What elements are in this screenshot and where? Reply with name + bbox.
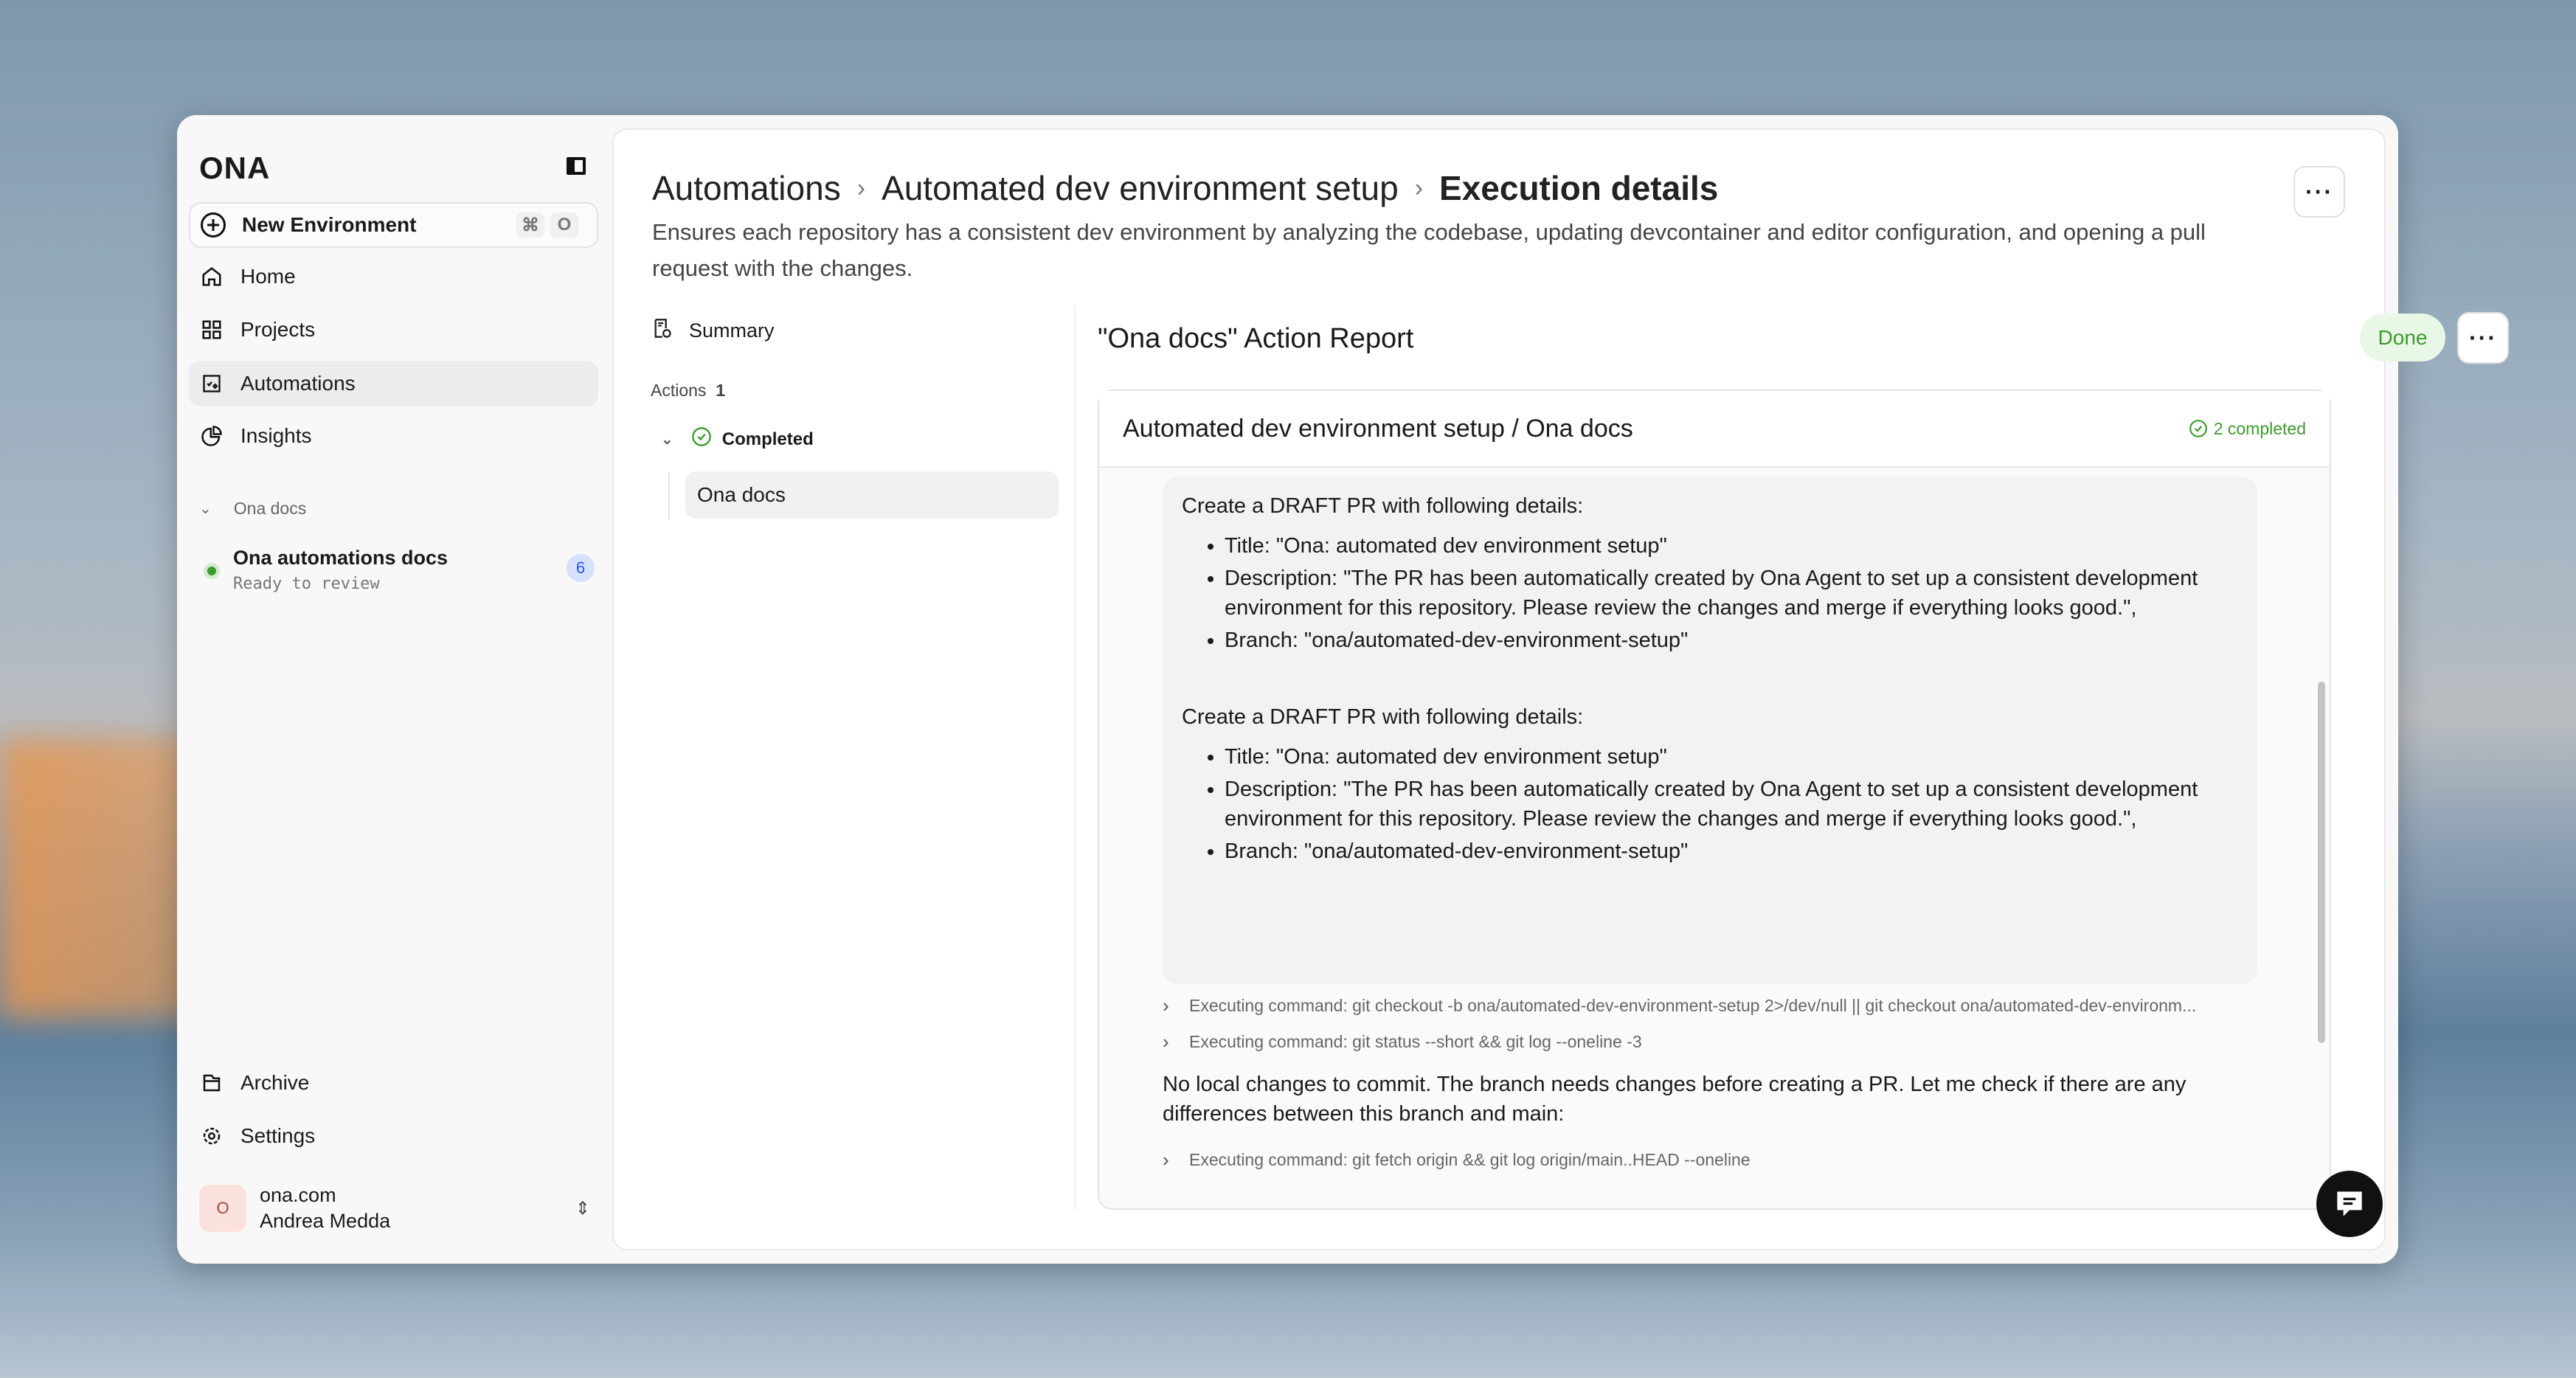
pr-intro: Create a DRAFT PR with following details:	[1182, 494, 1584, 518]
plus-circle-icon	[201, 212, 226, 238]
completed-group[interactable]	[661, 426, 814, 452]
page-more-button[interactable]: ···	[2293, 166, 2345, 218]
shortcut-key: O	[550, 212, 578, 238]
chevron-updown-icon: ⇕	[575, 1198, 590, 1219]
new-environment-button[interactable]	[189, 202, 598, 248]
pie-chart-icon	[199, 423, 224, 449]
sidebar-item-label: Automations	[240, 372, 356, 395]
completed-count	[2189, 419, 2306, 439]
gear-icon	[199, 1123, 224, 1149]
chat-icon	[2331, 1185, 2368, 1222]
chevron-right-icon: ›	[1414, 173, 1424, 202]
sidebar-item-insights[interactable]	[189, 413, 598, 459]
breadcrumb-automations[interactable]: Automations	[652, 169, 841, 207]
chevron-right-icon: ›	[1163, 994, 1169, 1017]
sidebar-item-label: Archive	[240, 1071, 310, 1094]
exec-command-text: Executing command: git fetch origin && git log origin/main..HEAD --oneline	[1189, 1150, 1751, 1169]
new-environment-label: New Environment	[242, 213, 417, 236]
actions-heading	[651, 381, 725, 401]
sidebar-item-settings[interactable]	[189, 1113, 598, 1159]
pr-intro: Create a DRAFT PR with following details:	[1182, 705, 1584, 729]
check-circle-icon	[691, 426, 712, 452]
group-ona-docs[interactable]	[199, 499, 306, 519]
shortcut-cmd: ⌘	[516, 212, 544, 238]
pr-description: • Description: "The PR has been automatically created by Ona Agent to set up a consistent development environment for this repository. Please review the changes and merge if everything looks good.",	[1225, 564, 2238, 623]
sidebar-item-archive[interactable]	[189, 1060, 598, 1106]
summary-label: Summary	[689, 319, 775, 342]
card-header	[1099, 391, 2330, 468]
exec-command-text: Executing command: git checkout -b ona/automated-dev-environment-setup 2>/dev/null || git checkout ona/automated-dev-environm...	[1189, 996, 2197, 1015]
ona-logo: ONA	[199, 150, 271, 185]
card-body	[1099, 468, 2330, 1211]
breadcrumb	[652, 168, 1718, 208]
column-divider	[1074, 305, 1076, 1210]
app-window	[177, 115, 2497, 1264]
breadcrumb-automation[interactable]: Automated dev environment setup	[882, 169, 1399, 207]
user-name: Andrea Medda	[260, 1210, 391, 1232]
action-card	[1098, 389, 2331, 1210]
pr-title: • Title: "Ona: automated dev environment setup"	[1225, 742, 2238, 772]
chevron-right-icon: ›	[856, 173, 866, 202]
exec-command-row[interactable]	[1163, 1149, 1751, 1171]
sidebar-item-label: Settings	[240, 1124, 316, 1147]
avatar: O	[199, 1185, 246, 1232]
environment-name: Ona automations docs	[233, 547, 449, 569]
status-badge: Done	[2360, 314, 2445, 361]
sidebar-item-label: Insights	[240, 424, 312, 447]
check-circle-icon	[2189, 419, 2208, 438]
summary-link[interactable]	[652, 317, 775, 344]
exec-command-row[interactable]	[1163, 994, 2196, 1017]
sidebar-toggle-icon[interactable]	[567, 157, 586, 175]
user-menu[interactable]	[199, 1183, 590, 1234]
count-badge: 6	[567, 554, 595, 582]
chat-button[interactable]	[2316, 1171, 2383, 1237]
automation-icon	[199, 371, 224, 396]
report-title: "Ona docs" Action Report	[1098, 323, 1414, 354]
pr-description: • Description: "The PR has been automatically created by Ona Agent to set up a consistent development environment for this repository. Please review the changes and merge if everything looks good.",	[1225, 775, 2238, 834]
grid-icon	[199, 317, 224, 342]
completed-label: Completed	[721, 429, 814, 449]
pr-branch: • Branch: "ona/automated-dev-environment-setup"	[1225, 837, 2238, 866]
pr-title: • Title: "Ona: automated dev environment setup"	[1225, 531, 2238, 561]
pr-details-box	[1163, 477, 2257, 984]
exec-command-row[interactable]	[1163, 1031, 1642, 1053]
action-item-ona-docs[interactable]: Ona docs	[685, 471, 1059, 519]
exec-command-text: Executing command: git status --short && git log --oneline -3	[1189, 1032, 1642, 1051]
chevron-right-icon: ›	[1163, 1031, 1169, 1053]
card-title: Automated dev environment setup / Ona docs	[1123, 414, 1633, 443]
sidebar-item-label: Home	[240, 265, 296, 288]
actions-label: Actions	[651, 381, 707, 400]
scrollbar[interactable]	[2318, 682, 2325, 1043]
environment-status: Ready to review	[233, 575, 380, 593]
report-more-button[interactable]: ···	[2457, 312, 2509, 364]
pr-branch: • Branch: "ona/automated-dev-environment-setup"	[1225, 626, 2238, 655]
chevron-down-icon: ⌄	[661, 432, 674, 448]
page-description: Ensures each repository has a consistent dev environment by analyzing the codebase, updating devcontainer and editor configuration, and opening a pull request with the changes.	[652, 219, 2206, 281]
page-title: Execution details	[1439, 169, 1719, 207]
main-panel	[612, 128, 2497, 1250]
actions-count: 1	[716, 381, 726, 400]
user-org: ona.com	[260, 1184, 336, 1206]
environment-item[interactable]	[204, 547, 595, 598]
agent-message: No local changes to commit. The branch needs changes before creating a PR. Let me check if there are any differences between this branch and main:	[1163, 1073, 2187, 1126]
archive-icon	[199, 1070, 224, 1095]
sidebar-item-home[interactable]	[189, 254, 598, 300]
completed-count-label: 2 completed	[2213, 418, 2306, 438]
sidebar-item-projects[interactable]	[189, 307, 598, 353]
status-dot-icon	[204, 563, 220, 579]
chevron-right-icon: ›	[1163, 1149, 1169, 1171]
home-icon	[199, 264, 224, 289]
chevron-down-icon: ⌄	[199, 501, 212, 517]
group-label: Ona docs	[233, 499, 307, 518]
tree-line	[668, 472, 670, 519]
sidebar-item-label: Projects	[240, 318, 316, 341]
report-icon	[652, 317, 673, 344]
sidebar-item-automations[interactable]	[189, 361, 598, 406]
